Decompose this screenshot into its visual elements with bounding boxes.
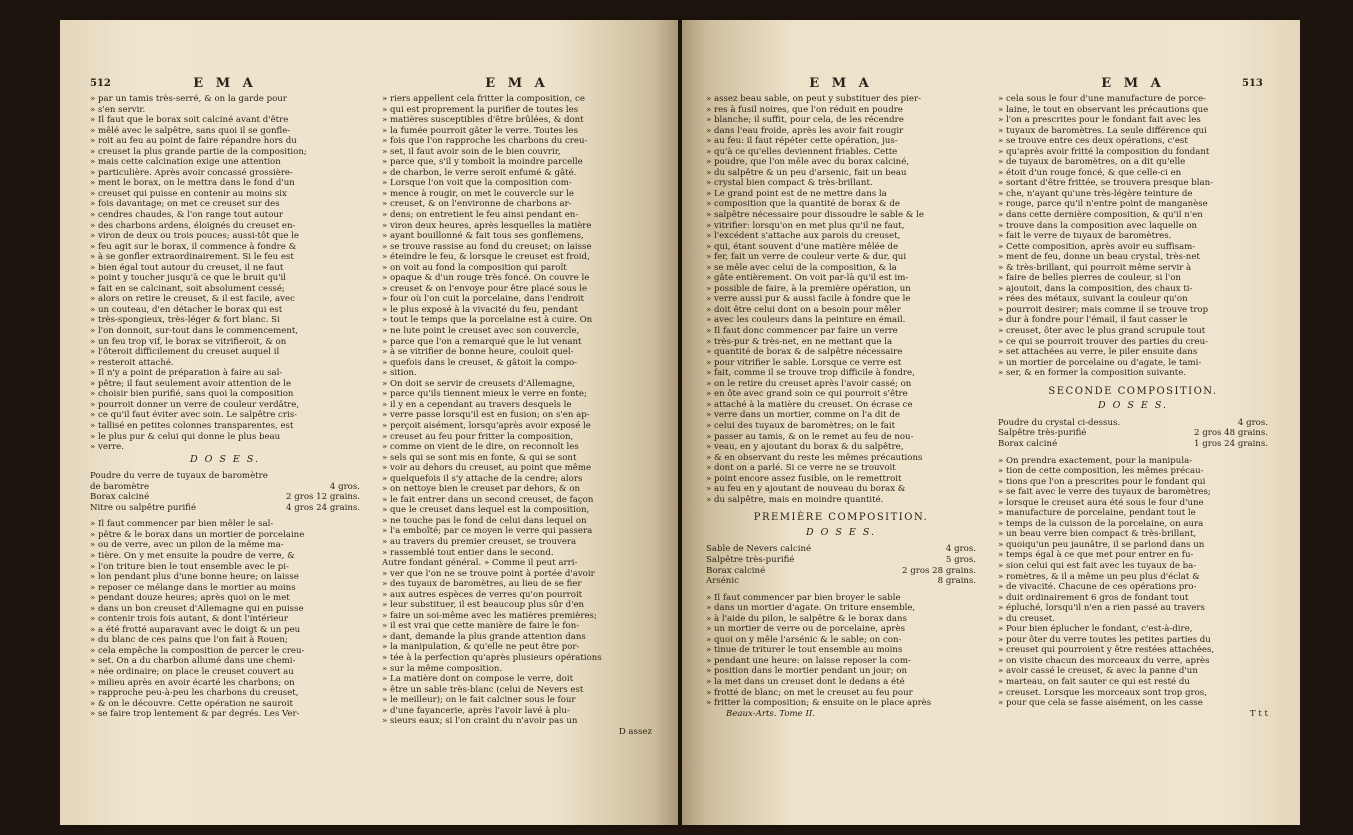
text-line: » être un sable très-blanc (celui de Nevers est <box>382 684 584 695</box>
text-line: » des charbons ardens, éloignés du creuset en- <box>90 220 296 231</box>
paragraph-block <box>90 94 360 453</box>
text-line: » quoi on y mêle l'arsénic & le sable; on con- <box>706 634 902 645</box>
text-line: » épluché, lorsqu'il n'en a rien passé au travers <box>998 603 1205 614</box>
text-line: » assez beau sable, on peut y substituer des pier- <box>706 94 921 104</box>
recipe-item: Salpêtre très-purifié <box>998 428 1087 439</box>
recipe-item: Nitre ou salpêtre purifié <box>90 502 197 513</box>
text-line: » ce qui se pourroit trouver des parties du creu- <box>998 336 1209 347</box>
recipe-item: Sable de Nevers calciné <box>706 544 812 555</box>
text-line: » gâte entièrement. On voit par-là qu'il est im- <box>706 273 909 284</box>
text-line: » Il faut que le borax soit calciné avant d'être <box>90 115 289 126</box>
text-line: » née ordinaire; on place le creuset couvert au <box>90 666 294 677</box>
text-column-4 <box>998 94 1268 719</box>
recipe-item: Poudre du crystal ci-dessus. <box>998 417 1121 428</box>
text-line: » On doit se servir de creusets d'Allemagne, <box>382 378 575 389</box>
running-head: E M A <box>1101 76 1165 91</box>
text-line: » du blanc de ces pains que l'on fait à Rouen; <box>90 635 288 646</box>
text-line: » Il faut donc commencer par faire un verre <box>706 326 898 337</box>
text-line: » fait le verre de tuyaux de baromètres. <box>998 231 1172 242</box>
text-line: » dur à fondre pour l'émail, il faut casser le <box>998 315 1188 326</box>
paragraph-block <box>998 94 1268 379</box>
text-line: » fer, fait un verre de couleur verte & dur, qui <box>706 252 907 263</box>
text-line: » des tuyaux de baromètres, au lieu de se fier <box>382 579 582 590</box>
text-line: » tion de cette composition, les mêmes précau- <box>998 466 1204 477</box>
text-column-1 <box>90 94 360 720</box>
text-line: » rées des métaux, suivant la couleur qu'on <box>998 294 1188 305</box>
text-line: » dans un mortier d'agate. On triture ensemble, <box>706 603 916 614</box>
text-line: » on voit au fond la composition qui paroît <box>382 262 567 273</box>
text-line: » creuset au feu pour fritter la composition, <box>382 431 574 442</box>
paragraph-block <box>382 94 652 727</box>
text-line: » parce que l'on a remarqué que le lut venant <box>382 336 582 347</box>
recipe-item: Borax calciné <box>706 565 766 576</box>
text-line: » un feu trop vif, le borax se vitrifieroit, & on <box>90 336 287 347</box>
text-line: » dans un bon creuset d'Allemagne qui en puisse <box>90 603 304 614</box>
text-line: » salpêtre nécessaire pour dissoudre le sable & le <box>706 210 925 221</box>
text-line: » éteindre le feu, & lorsque le creuset est froid, <box>382 252 590 263</box>
text-line: » leur substituer, il est beaucoup plus sûr d'en <box>382 600 585 611</box>
text-line: » & on le découvre. Cette opération ne sauroit <box>90 698 293 709</box>
text-line: » fait, comme il se trouve trop difficile à fondre, <box>706 368 915 379</box>
text-line: » Pour bien éplucher le fondant, c'est-à-dire, <box>998 624 1193 635</box>
text-line: » rouge, parce qu'il n'entre point de manganèse <box>998 199 1208 210</box>
text-line: » se mêle avec celui de la composition, & la <box>706 262 897 273</box>
text-line: » très-spongieux, très-léger & fort blanc. Si <box>90 315 280 326</box>
text-line: » position dans le mortier pendant un jour; on <box>706 666 907 677</box>
text-line: » & en observant du reste les mêmes précautions <box>706 452 923 463</box>
text-line: » du salpêtre & un peu d'arsenic, fait un beau <box>706 167 907 178</box>
text-line: » ce qu'il faut éviter avec soin. Le salpêtre cris- <box>90 410 298 421</box>
text-line: » a été frotté auparavant avec le doigt & un peu <box>90 624 301 635</box>
text-line: » voir au dehors du creuset, au point que même <box>382 463 592 474</box>
doses-heading: D O S E S. <box>805 526 877 538</box>
text-line: » reposer ce mélange dans le mortier au moins <box>90 582 296 593</box>
text-line: » qu'après avoir fritté la composition du fondant <box>998 146 1210 157</box>
text-line: » creuset la plus grande partie de la composition; <box>90 146 307 157</box>
text-line: » la met dans un creuset dont le dedans a été <box>706 676 905 687</box>
recipe-list <box>998 418 1268 450</box>
text-line: » crystal bien compact & très-brillant. <box>706 178 873 189</box>
text-line: » avoir cassé le creuset, & avec la panne d'un <box>998 666 1198 677</box>
text-line: » se trouve rassise au fond du creuset; on laisse <box>382 241 592 252</box>
recipe-list <box>90 471 360 513</box>
text-line: » lon pendant plus d'une bonne heure; on laisse <box>90 572 299 583</box>
text-line: » point y toucher jusqu'à ce que le bruit qu'il <box>90 273 287 284</box>
text-line: » ajoutoit, dans la composition, des chaux ti- <box>998 283 1193 294</box>
paragraph-block <box>706 593 976 709</box>
text-line: » sition. <box>382 368 417 379</box>
text-line: » possible de faire, à la première opération, un <box>706 283 911 294</box>
text-line: » frotté de blanc; on met le creuset au feu pour <box>706 687 913 698</box>
text-line: » duit ordinairement 6 gros de fondant tout <box>998 592 1189 603</box>
text-line: » l'ôteroit difficilement du creuset auquel il <box>90 347 280 358</box>
text-line: » creuset, ôter avec le plus grand scrupule tout <box>998 326 1206 337</box>
running-head: E M A <box>193 76 257 91</box>
text-line: » opaque & d'un rouge très foncé. On couvre le <box>382 273 590 284</box>
text-line: » particulière. Après avoir concassé grossière- <box>90 167 293 178</box>
text-line: » blanche; il suffit, pour cela, de les récendre <box>706 115 904 126</box>
text-line: » creuset & on l'envoye pour être placé sous le <box>382 283 588 294</box>
text-line: » pour que cela se fasse aisément, on les casse <box>998 698 1203 709</box>
recipe-item: Borax calciné <box>998 438 1058 449</box>
page-number: 513 <box>1242 78 1263 89</box>
text-line: » milieu après en avoir écarté les charbons; on <box>90 677 295 688</box>
recipe-qty: 4 gros. <box>1237 417 1268 428</box>
text-line: » de charbon, le verre seroit enfumé & gâté. <box>382 167 577 178</box>
text-line: » poudre, que l'on mêle avec du borax calciné, <box>706 157 910 168</box>
catchword: D assez <box>618 726 652 737</box>
text-line: » par un tamis très-serré, & on la garde pour <box>90 94 287 104</box>
recipe-row <box>706 566 976 577</box>
text-line: » un mortier de porcelaine ou d'agate, le tami- <box>998 357 1202 368</box>
text-line: » cela empêche la composition de percer le creu- <box>90 645 305 656</box>
text-line: » verre dans un mortier, comme on l'a dit de <box>706 410 900 421</box>
text-line: » la fumée pourroit gâter le verre. Toutes les <box>382 125 578 136</box>
text-line: » d'une fayancerie, après l'avoir lavé à plu- <box>382 705 570 716</box>
text-line: » fritter la composition; & ensuite on le place après <box>706 698 932 709</box>
recipe-item: de baromètre <box>90 481 150 492</box>
recipe-qty: 2 gros 48 grains. <box>1194 428 1268 439</box>
text-line: » tière. On y met ensuite la poudre de verre, & <box>90 550 295 561</box>
text-line: Autre fondant général. » Comme il peut arri- <box>382 558 578 569</box>
text-line: » faire un soi-même avec les matières premières; <box>382 610 597 621</box>
text-line: » veau, en y ajoutant du borax & du salpêtre, <box>706 442 904 453</box>
text-line: » sels qui se sont mis en fonte, & qui se sont <box>382 452 577 463</box>
text-line: » dant, demande la plus grande attention dans <box>382 631 586 642</box>
text-line: » du creuset. <box>998 613 1055 624</box>
text-line: » pendant douze heures; après quoi on le met <box>90 593 290 604</box>
text-line: » passer au tamis, & on le remet au feu de nou- <box>706 431 914 442</box>
text-line: » de tuyaux de baromètres, on a dit qu'elle <box>998 157 1186 168</box>
text-line: » la manipulation, & qu'elle ne peut être por- <box>382 642 580 653</box>
text-line: » mêlé avec le salpêtre, sans quoi il se gonfle- <box>90 125 291 136</box>
text-line: » bien égal tout autour du creuset, il ne faut <box>90 262 284 273</box>
text-line: » viron deux heures, après lesquelles la matière <box>382 220 592 231</box>
recipe-qty: 2 gros 28 grains. <box>902 565 976 576</box>
recipe-item: Arsénic <box>706 576 739 587</box>
text-line: » il y en a cependant au travers desquels le <box>382 399 572 410</box>
text-line: » parce qu'ils tiennent mieux le verre en fonte; <box>382 389 587 400</box>
text-line: » Il faut commencer par bien broyer le sable <box>706 592 901 603</box>
text-line: » Il n'y a point de préparation à faire au sal- <box>90 368 283 379</box>
text-line: » Lorsque l'on voit que la composition com- <box>382 178 572 189</box>
recipe-row <box>706 555 976 566</box>
text-line: » creuset. Lorsque les morceaux sont trop gros, <box>998 687 1207 698</box>
text-line: » fois que l'on rapproche les charbons du creu- <box>382 136 588 147</box>
text-line: » parce que, s'il y tomboit la moindre parcelle <box>382 157 583 168</box>
recipe-row <box>706 544 976 555</box>
left-page <box>60 20 678 825</box>
text-line: » lorsque le creuset aura été sous le four d'une <box>998 497 1204 508</box>
text-column-3 <box>706 94 976 719</box>
text-line: » marteau, on fait sauter ce qui est resté du <box>998 676 1190 687</box>
recipe-qty: 5 gros. <box>945 554 976 565</box>
recipe-row <box>998 418 1268 429</box>
text-line: » le fait entrer dans un second creuset, de façon <box>382 494 594 505</box>
text-line: » comme on vient de le dire, on reconnoît les <box>382 442 579 453</box>
running-head: E M A <box>809 76 873 91</box>
text-line: » ment le borax, on le mettra dans le fond d'un <box>90 178 295 189</box>
doses-heading: D O S E S. <box>1097 400 1169 412</box>
text-line: » Cette composition, après avoir eu suffisam- <box>998 241 1196 252</box>
text-line: » au feu en y ajoutant de nouveau du borax & <box>706 484 906 495</box>
text-line: » feu agit sur le borax, il commence à fondre & <box>90 241 297 252</box>
text-line: » on nettoye bien le creuset par dehors, & on <box>382 484 581 495</box>
recipe-qty: 8 grains. <box>937 576 976 587</box>
text-line: » ne lute point le creuset avec son couvercle, <box>382 326 580 337</box>
text-line: » rassemblé tout entier dans le second. <box>382 547 554 558</box>
text-line: » creuset, & on l'environne de charbons ar- <box>382 199 572 210</box>
paragraph-block <box>90 519 360 719</box>
text-line: » fait en se calcinant, soit absolument cessé; <box>90 283 285 294</box>
text-line: » contenir trois fois autant, & dont l'intérieur <box>90 614 289 625</box>
text-line: » on le retire du creuset après l'avoir cassé; on <box>706 378 912 389</box>
text-line: » che, n'ayant qu'une très-légère teinture de <box>998 188 1193 199</box>
text-line: » trouve dans la composition avec laquelle on <box>998 220 1198 231</box>
text-line: » quelquefois il s'y attache de la cendre; alors <box>382 473 583 484</box>
text-line: » s'en servir. <box>90 104 146 115</box>
text-line: » ser, & en former la composition suivante. <box>998 368 1187 379</box>
text-line: » se trouve entre ces deux opérations, c'est <box>998 136 1188 147</box>
text-line: » mais cette calcination exige une attention <box>90 157 281 168</box>
text-line: » étoit d'un rouge foncé, & que celle-ci en <box>998 167 1182 178</box>
recipe-row <box>90 503 360 514</box>
text-line: » qui est proprement la purifier de toutes les <box>382 104 579 115</box>
text-line: » set. On a du charbon allumé dans une chemi- <box>90 656 296 667</box>
text-line: » Il faut commencer par bien mêler le sal- <box>90 519 274 530</box>
recipe-qty: 4 gros. <box>329 481 360 492</box>
text-line: » l'on a prescrites pour le fondant fait avec les <box>998 115 1201 126</box>
text-line: » il est vrai que cette manière de faire le fon- <box>382 621 580 632</box>
text-line: » perçoit aisément, lorsqu'après avoir exposé le <box>382 420 591 431</box>
text-line: » resteroit attaché. <box>90 357 174 368</box>
text-line: » verre. <box>90 442 124 453</box>
recipe-qty: 1 gros 24 grains. <box>1194 438 1268 449</box>
recipe-item: Borax calciné <box>90 492 150 503</box>
text-line: » set, il faut avoir soin de le bien couvrir, <box>382 146 561 157</box>
text-line: » choisir bien purifié, sans quoi la composition <box>90 389 294 400</box>
open-book <box>60 14 1300 829</box>
text-line: » fois davantage; on met ce creuset sur des <box>90 199 280 210</box>
text-line: » le plus pur & celui qui donne le plus beau <box>90 431 281 442</box>
text-line: » de vivacité. Chacune de ces opérations pro- <box>998 582 1197 593</box>
text-line: » pour vitrifier le sable. Lorsque ce verre est <box>706 357 902 368</box>
text-line: » l'excédent s'attache aux parois du creuset, <box>706 231 901 242</box>
text-line: » qui, étant souvent d'une matière mêlée de <box>706 241 899 252</box>
recipe-row <box>90 492 360 503</box>
text-line: » tée à la perfection qu'après plusieurs opérations <box>382 652 602 663</box>
text-line: » four où l'on cuit la porcelaine, dans l'endroit <box>382 294 584 305</box>
footer-signature: Beaux-Arts. Tome II. <box>726 708 816 719</box>
recipe-qty: 4 gros. <box>945 544 976 555</box>
text-line: » mence à rougir, on met le couvercle sur le <box>382 188 574 199</box>
text-line: » On prendra exactement, pour la manipula- <box>998 455 1193 466</box>
recipe-row <box>998 439 1268 450</box>
text-line: » que le creuset dans lequel est la composition, <box>382 505 590 516</box>
text-line: » sur la même composition. <box>382 663 503 674</box>
recipe-intro: Poudre du verre de tuyaux de baromètre <box>90 471 268 482</box>
text-line: » du salpêtre, mais en moindre quantité. <box>706 494 884 505</box>
text-line: » tout le temps que la porcelaine est à cuire. On <box>382 315 593 326</box>
text-line: » le meilleur); on le fait calciner sous le four <box>382 695 576 706</box>
text-line: » composition que la quantité de borax & de <box>706 199 900 210</box>
text-line: » dans cette dernière composition, & qu'il n'en <box>998 210 1203 221</box>
text-line: » verre aussi pur & aussi facile à fondre que le <box>706 294 911 305</box>
text-line: » viron de deux ou trois pouces; aussi-tôt que le <box>90 231 300 242</box>
text-line: » tinue de triturer le tout ensemble au moins <box>706 645 903 656</box>
text-line: » aux autres espèces de verres qu'on pourroit <box>382 589 583 600</box>
text-line: » à l'aide du pilon, le salpêtre & le borax dans <box>706 613 907 624</box>
text-line: » celui des tuyaux de baromètres; on le fait <box>706 420 896 431</box>
text-line: » set attachées au verre, le piler ensuite dans <box>998 347 1198 358</box>
recipe-row <box>90 482 360 493</box>
text-line: » doit être celui dont on a besoin pour mêler <box>706 304 901 315</box>
text-line: » alors on retire le creuset, & il est facile, avec <box>90 294 295 305</box>
section-title: SECONDE COMPOSITION. <box>1048 385 1218 397</box>
text-line: » creuset qui pourroient y être restées attachées, <box>998 645 1215 656</box>
text-line: » res à fusil noires, que l'on réduit en poudre <box>706 104 903 115</box>
section-title: PREMIÈRE COMPOSITION. <box>753 512 929 524</box>
recipe-list <box>706 544 976 586</box>
text-line: » quoiqu'un peu jaunâtre, il se parlond dans un <box>998 539 1205 550</box>
text-line: » l'on triture bien le tout ensemble avec le pi- <box>90 561 289 572</box>
page-number: 512 <box>90 78 111 89</box>
text-line: » ne touche pas le fond de celui dans lequel on <box>382 515 587 526</box>
text-line: » temps égal à ce que met pour entrer en fu- <box>998 550 1194 561</box>
text-line: » pour ôter du verre toutes les petites parties du <box>998 634 1211 645</box>
text-line: » romètres, & il a même un peu plus d'éclat & <box>998 571 1200 582</box>
text-line: » attaché à la matière du creuset. On écrase ce <box>706 399 913 410</box>
paragraph-block <box>706 94 976 505</box>
text-line: » pêtre & le borax dans un mortier de porcelaine <box>90 529 305 540</box>
text-line: » cela sous le four d'une manufacture de porce- <box>998 94 1207 104</box>
text-line: » en ôte avec grand soin ce qui pourroit s'être <box>706 389 908 400</box>
text-line: » tuyaux de baromètres. La seule différence qui <box>998 125 1207 136</box>
text-line: » ver que l'on ne se trouve point à portée d'avoir <box>382 568 595 579</box>
doses-heading: D O S E S. <box>189 453 261 465</box>
text-line: » à se gonfler extraordinairement. Si le feu est <box>90 252 294 263</box>
text-line: » matières susceptibles d'être brûlées, & dont <box>382 115 584 126</box>
recipe-qty: 2 gros 12 grains. <box>286 492 360 503</box>
text-line: » riers appellent cela fritter la composition, ce <box>382 94 585 104</box>
text-line: » pourroit donner un verre de couleur verdâtre, <box>90 399 300 410</box>
text-line: » temps de la cuisson de la porcelaine, on aura <box>998 518 1204 529</box>
text-line: » qu'à ce qu'elles deviennent friables. Cette <box>706 146 898 157</box>
text-line: » dans l'eau froide, après les avoir fait rougir <box>706 125 904 136</box>
catchword: T t t <box>1249 708 1268 719</box>
text-line: » La matière dont on compose le verre, doit <box>382 674 574 685</box>
text-line: » très-pur & très-net, en ne mettant que la <box>706 336 893 347</box>
text-line: » vitrifier: lorsqu'on en met plus qu'il ne faut, <box>706 220 905 231</box>
text-line: » un couteau, d'en détacher le borax qui est <box>90 304 283 315</box>
recipe-row <box>998 428 1268 439</box>
text-line: » à se vitrifier de bonne heure, couloit quel- <box>382 347 574 358</box>
text-line: » manufacture de porcelaine, pendant tout le <box>998 508 1196 519</box>
text-line: » au feu: il faut répéter cette opération, jus- <box>706 136 898 147</box>
text-line: » dont on a parlé. Si ce verre ne se trouvoit <box>706 463 896 474</box>
text-line: » sieurs eaux; si l'on craint du n'avoir pas un <box>382 716 578 727</box>
text-line: » un beau verre bien compact & très-brillant, <box>998 529 1197 540</box>
text-line: » quantité de borax & de salpêtre nécessaire <box>706 347 903 358</box>
text-line: » rapproche peu-à-peu les charbons du creuset, <box>90 688 299 699</box>
text-line: » un mortier de verre ou de porcelaine, après <box>706 624 906 635</box>
text-line: » point encore assez fusible, on le remettroit <box>706 473 902 484</box>
recipe-item: Salpêtre très-purifié <box>706 554 795 565</box>
text-line: » se faire trop lentement & par degrés. Les Ver- <box>90 709 300 720</box>
text-line: » au travers du premier creuset, se trouvera <box>382 536 577 547</box>
text-line: » avec les couleurs dans la peinture en émail. <box>706 315 906 326</box>
text-line: » cendres chaudes, & l'on range tout autour <box>90 210 284 221</box>
text-line: » ment de feu, donne un beau crystal, très-net <box>998 252 1200 263</box>
recipe-qty: 4 gros 24 grains. <box>286 502 360 513</box>
text-line: » pêtre; il faut seulement avoir attention de le <box>90 378 292 389</box>
text-line: » ou de verre, avec un pilon de la même ma- <box>90 540 284 551</box>
text-line: » verre passe lorsqu'il est en fusion; on s'en ap- <box>382 410 590 421</box>
text-line: » faire de belles pierres de couleur, si l'on <box>998 273 1181 284</box>
recipe-row <box>706 576 976 587</box>
text-line: » laine, le tout en observant les précautions que <box>998 104 1209 115</box>
text-line: » dens; on entretient le feu ainsi pendant en- <box>382 210 579 221</box>
text-line: » se fait avec le verre des tuyaux de baromètres; <box>998 487 1211 498</box>
text-line: » on visite chacun des morceaux du verre, après <box>998 655 1210 666</box>
text-line: » quefois dans le creuset, & gâtoit la compo- <box>382 357 578 368</box>
right-page <box>682 20 1300 825</box>
text-line: » Le grand point est de ne mettre dans la <box>706 188 887 199</box>
text-line: » & très-brillant, qui pourroit même servir à <box>998 262 1192 273</box>
text-line: » sortant d'être frittée, se trouvera presque blan- <box>998 178 1214 189</box>
text-line: » pourroit desirer; mais comme il se trouve trop <box>998 304 1209 315</box>
text-line: » sion celui qui est fait avec les tuyaux de ba- <box>998 560 1197 571</box>
text-line: » l'a emboîté; par ce moyen le verre qui passera <box>382 526 593 537</box>
text-line: » pendant une heure: on laisse reposer la com- <box>706 655 911 666</box>
text-line: » le plus exposé à la vivacité du feu, pendant <box>382 304 578 315</box>
running-head: E M A <box>485 76 549 91</box>
text-line: » creuset qui puisse en contenir au moins six <box>90 188 287 199</box>
text-line: » ayant bouillonné & fait tous ses gonflemens, <box>382 231 584 242</box>
text-line: » tions que l'on a prescrites pour le fondant qui <box>998 476 1206 487</box>
text-line: » tallisé en petites colonnes transparentes, est <box>90 420 294 431</box>
text-column-2 <box>382 94 652 737</box>
paragraph-block <box>998 456 1268 709</box>
text-line: » l'on donnoit, sur-tout dans le commencement, <box>90 326 299 337</box>
text-line: » roit au feu au point de faire répandre hors du <box>90 136 297 147</box>
